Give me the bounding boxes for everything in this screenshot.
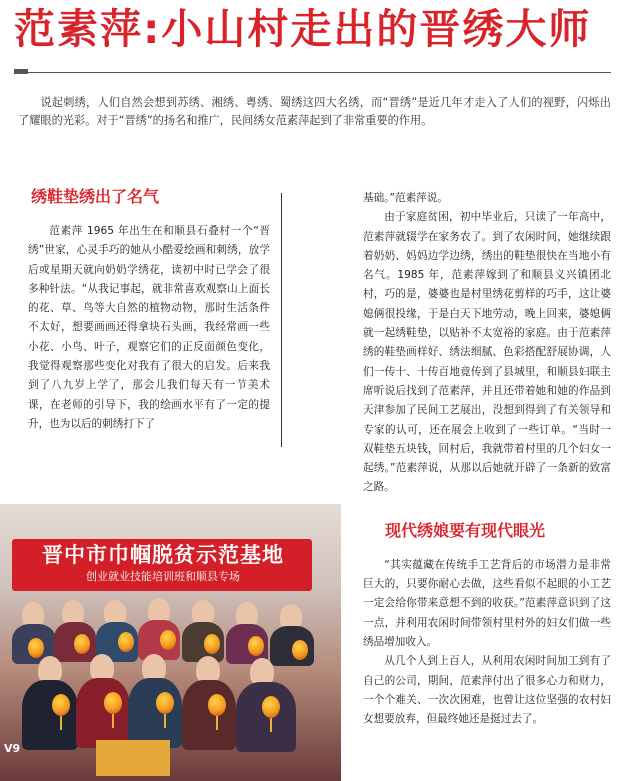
embroidered-lantern (156, 692, 174, 714)
photo-banner (12, 539, 312, 591)
column-divider (281, 193, 282, 447)
left-column (28, 186, 270, 434)
body-paragraph-continuation: 基础。”范素萍说。 (363, 192, 448, 204)
embroidered-lantern (204, 634, 220, 654)
banner-subtitle: 创业就业技能培训班和顺县专场 (86, 570, 240, 583)
banner-title: 晋中市巾帼脱贫示范基地 (42, 543, 284, 567)
embroidered-lantern (28, 638, 44, 658)
person-clothing (236, 682, 296, 752)
embroidered-lantern (52, 694, 70, 716)
group-photo (0, 504, 341, 781)
right-column (363, 189, 611, 729)
lantern-tassel (60, 716, 62, 730)
lantern-tassel (112, 714, 114, 728)
lantern-tassel (216, 716, 218, 730)
embroidered-lantern (248, 636, 264, 656)
embroidered-lantern (262, 696, 280, 718)
embroidered-lantern (74, 634, 90, 654)
person-clothing (22, 680, 78, 750)
section-heading-modern: 现代绣娘要有现代眼光 (385, 520, 546, 540)
embroidered-lantern (292, 640, 308, 660)
body-paragraph: 范素萍 1965 年出生在和顺县石叠村一个“晋绣”世家，心灵手巧的她从小酷爱绘画和刺绣，放学后或星期天就向奶奶学绣花，读初中时已学会了很多种针法。“从我记事起，就非常喜欢观察山上面长的花、草、鸟等大自然的植物动物，那时生活条件不太好，想要画画还得拿块石头画，我经常画一些小花、小鸟、叶子，观察它们的正反面颜色变化，我觉得观察那些变化对我有了很大的启发。后来我到了八九岁上学了，那会儿我们每天有一节美术课，在老师的引导下，我的绘画水平有了一定的提升，也为以后的刺绣打下了 (28, 225, 270, 430)
article-title: 范素萍:小山村走出的晋绣大师 (14, 5, 592, 53)
lantern-tassel (164, 714, 166, 728)
embroidered-lantern (208, 694, 226, 716)
embroidered-lantern (118, 632, 134, 652)
section-heading-embroidery: 绣鞋垫绣出了名气 (31, 187, 160, 206)
body-paragraph: 从几个人到上百人，从利用农闲时间加工到有了自己的公司，期间，范素萍付出了很多心力和财力，一个个难关、一次次困难，也曾让这位坚强的农村妇女想要放弃，但最终她还是挺过去了。 (363, 655, 611, 726)
person-clothing (128, 678, 182, 748)
gift-box (96, 740, 170, 776)
body-paragraph: “其实蕴藏在传统手工艺背后的市场潜力是非常巨大的，只要你耐心去做，这些看似不起眼的小工艺一定会给你带来意想不到的收获。”范素萍意识到了这一点，并利用农闲时间带领村里村外的妇女们做一些绣品增加收入。 (363, 558, 611, 648)
person-clothing (182, 680, 236, 750)
article-intro: 说起刺绣，人们自然会想到苏绣、湘绣、粤绣、蜀绣这四大名绣，而“晋绣”是近几年才走入了人们的视野，闪烁出了耀眼的光彩。对于“晋绣”的扬名和推广，民间绣女范素萍起到了非常重要的作用。 (18, 96, 611, 128)
body-paragraph: 由于家庭贫困，初中毕业后，只读了一年高中，范素萍就辍学在家务农了。到了农闲时间，她继续跟着奶奶、妈妈边学边绣，绣出的鞋垫很快在当地小有名气。1985 年，范素萍嫁到了和顺县义兴镇团北村，巧的是，婆婆也是村里绣花剪样的巧手，这让婆媳俩很投缘，于是白天下地劳动，晚上回来，婆媳俩就一起绣鞋垫，以贴补不太宽裕的家庭。由于范素萍绣的鞋垫画样好、绣法细腻、色彩搭配舒展协调，人们一传十、十传百地竟传到了县城里，和顺县妇联主席听说后找到了范素萍，并且还带着她和她的作品到天津参加了民间工艺展出，没想到得到了有关领导和专家的认可，还在展会上收到了一些订单。“当时一双鞋垫五块钱，回村后，我就带着村里的几个妇女一起绣。”范素萍说，从那以后她就开辟了一条新的致富之路。 (363, 211, 611, 494)
person-clothing (76, 678, 130, 748)
embroidered-lantern (104, 692, 122, 714)
title-rule (14, 72, 611, 73)
photo-corner-tag: V9 (4, 742, 21, 755)
lantern-tassel (270, 718, 272, 732)
embroidered-lantern (160, 630, 176, 650)
